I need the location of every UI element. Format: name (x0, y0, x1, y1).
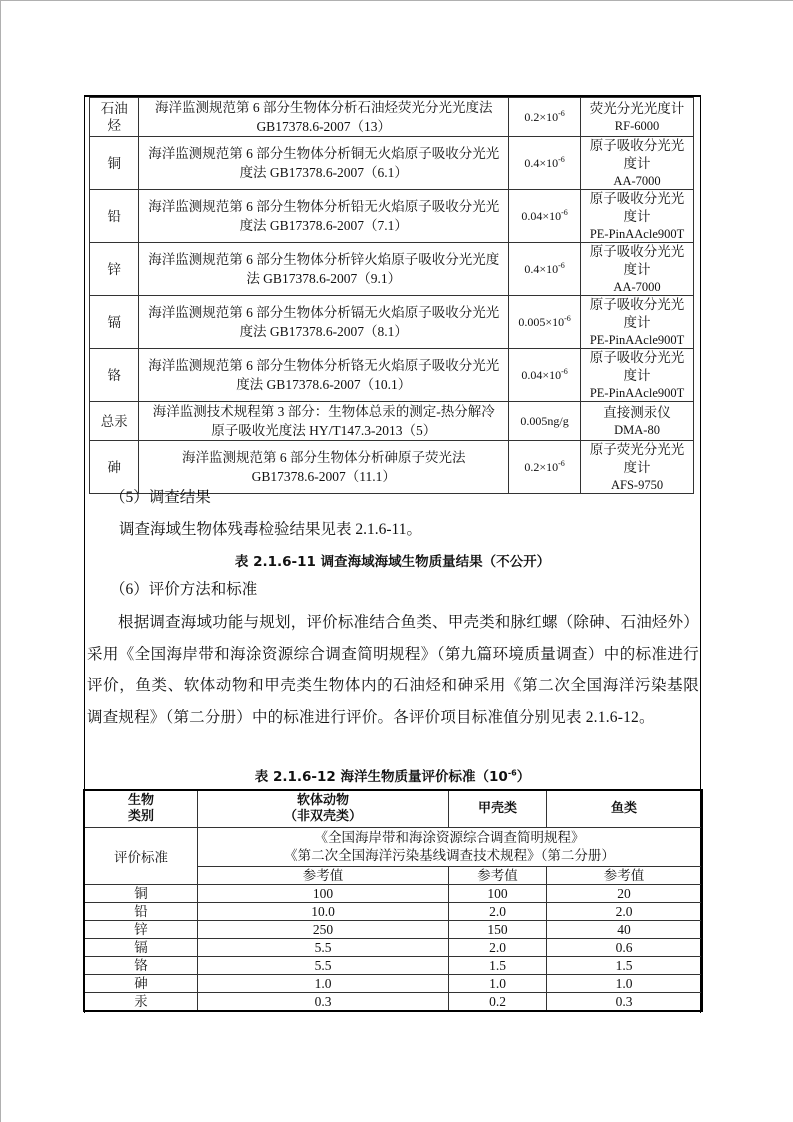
table-2-1-6-12-caption (84, 765, 701, 785)
caption-exponent: -6 (507, 768, 517, 778)
instrument: 原子吸收分光光 度计 AA-7000 (581, 137, 694, 190)
detection-limit: $0.4\times 10^{-6}$ (509, 243, 581, 296)
method-description: 海洋监测规范第 6 部分生物体分析石油烃荧光分光光度法 GB17378.6-2007（13） (139, 98, 509, 137)
standard-row (84, 903, 702, 921)
method-description: 海洋监测规范第 6 部分生物体分析铬无火焰原子吸收分光光 度法 GB17378.6-2007（10.1） (139, 349, 509, 402)
instrument: 原子吸收分光光 度计 PE-PinAAcle900T (581, 296, 694, 349)
mollusc-value: 250 (198, 921, 449, 939)
fish-value: 0.6 (547, 939, 703, 957)
instrument: 原子吸收分光光 度计 PE-PinAAcle900T (581, 190, 694, 243)
section-6-paragraph: 根据调查海域功能与规划，评价标准结合鱼类、甲壳类和脉红螺（除砷、石油烃外）采用《全国海岸带和海涂资源综合调查简明规程》（第九篇环境质量调查）中的标准进行评价，鱼类、软体动物和甲壳类生物体内的石油烃和砷采用《第二次全国海洋污染基限调查规程》（第二分册）中的标准进行评价。各评价项目标准值分别见表 2.1.6-12。 (87, 614, 699, 726)
criteria-text: 《全国海岸带和海涂资源综合调查简明规程》 《第二次全国海洋污染基线调查技术规程》（第二分册） (198, 828, 703, 867)
ref-label-mollusc: 参考值 (198, 867, 449, 885)
section-5-heading: （5）调查结果 (110, 489, 211, 506)
method-row (90, 349, 694, 402)
fish-value: 20 (547, 885, 703, 903)
ref-label-crustacean: 参考值 (449, 867, 547, 885)
ref-label-fish: 参考值 (547, 867, 703, 885)
header-row (84, 790, 702, 828)
detection-limit: $0.2\times 10^{-6}$ (509, 441, 581, 494)
method-row (90, 441, 694, 494)
detection-limit: $0.2\times 10^{-6}$ (509, 98, 581, 137)
item-name: 铅 (90, 190, 139, 243)
mollusc-value: 5.5 (198, 939, 449, 957)
mollusc-value: 0.3 (198, 993, 449, 1012)
crustacean-value: 1.0 (449, 975, 547, 993)
method-description: 海洋监测规范第 6 部分生物体分析锌火焰原子吸收分光光度 法 GB17378.6-2007（9.1） (139, 243, 509, 296)
standard-row (84, 885, 702, 903)
item-name: 铜 (90, 137, 139, 190)
item-name: 石油烃 (90, 98, 139, 137)
method-row (90, 98, 694, 137)
detection-limit: 0.005ng/g (509, 402, 581, 441)
standard-row (84, 957, 702, 975)
element-name: 镉 (84, 939, 198, 957)
caption-suffix: ） (516, 769, 531, 785)
header-fish: 鱼类 (547, 790, 703, 828)
standard-row (84, 921, 702, 939)
element-name: 铜 (84, 885, 198, 903)
section-5-text: 调查海域生物体残毒检验结果见表 2.1.6-11。 (119, 521, 422, 538)
element-name: 汞 (84, 993, 198, 1012)
item-name: 总汞 (90, 402, 139, 441)
criteria-label: 评价标准 (84, 828, 198, 885)
instrument: 直接测汞仪 DMA-80 (581, 402, 694, 441)
caption-prefix: 表 2.1.6-12 海洋生物质量评价标准（10 (254, 769, 508, 785)
fish-value: 40 (547, 921, 703, 939)
item-name: 镉 (90, 296, 139, 349)
detection-limit: $0.005\times 10^{-6}$ (509, 296, 581, 349)
header-crustacean: 甲壳类 (449, 790, 547, 828)
evaluation-standard-table (83, 789, 703, 1012)
table-2-1-6-11-caption: 表 2.1.6-11 调查海域海域生物质量结果（不公开） (234, 554, 551, 570)
mollusc-value: 100 (198, 885, 449, 903)
mollusc-value: 5.5 (198, 957, 449, 975)
page-edge-left (0, 0, 1, 1122)
detection-limit: $0.4\times 10^{-6}$ (509, 137, 581, 190)
method-description: 海洋监测技术规程第 3 部分：生物体总汞的测定-热分解冷 原子吸收光度法 HY/T147.3-2013（5） (139, 402, 509, 441)
standard-row (84, 939, 702, 957)
mollusc-value: 1.0 (198, 975, 449, 993)
method-description: 海洋监测规范第 6 部分生物体分析铅无火焰原子吸收分光光 度法 GB17378.6-2007（7.1） (139, 190, 509, 243)
method-row (90, 402, 694, 441)
method-description: 海洋监测规范第 6 部分生物体分析镉无火焰原子吸收分光光 度法 GB17378.6-2007（8.1） (139, 296, 509, 349)
criteria-row (84, 828, 702, 867)
method-description: 海洋监测规范第 6 部分生物体分析砷原子荧光法 GB17378.6-2007（11.1） (139, 441, 509, 494)
item-name: 砷 (90, 441, 139, 494)
instrument: 原子吸收分光光 度计 PE-PinAAcle900T (581, 349, 694, 402)
detection-limit: $0.04\times 10^{-6}$ (509, 349, 581, 402)
standard-row (84, 975, 702, 993)
analysis-method-table (89, 97, 694, 494)
detection-limit: $0.04\times 10^{-6}$ (509, 190, 581, 243)
crustacean-value: 2.0 (449, 939, 547, 957)
method-row (90, 296, 694, 349)
item-name: 铬 (90, 349, 139, 402)
method-row (90, 243, 694, 296)
header-category: 生物 类别 (84, 790, 198, 828)
element-name: 锌 (84, 921, 198, 939)
instrument: 原子荧光分光光 度计 AFS-9750 (581, 441, 694, 494)
section-6-heading: （6）评价方法和标准 (110, 581, 258, 598)
crustacean-value: 100 (449, 885, 547, 903)
fish-value: 2.0 (547, 903, 703, 921)
crustacean-value: 150 (449, 921, 547, 939)
standard-row (84, 993, 702, 1012)
element-name: 铬 (84, 957, 198, 975)
item-name: 锌 (90, 243, 139, 296)
element-name: 砷 (84, 975, 198, 993)
mollusc-value: 10.0 (198, 903, 449, 921)
page-edge-top (0, 0, 793, 1)
method-description: 海洋监测规范第 6 部分生物体分析铜无火焰原子吸收分光光 度法 GB17378.6-2007（6.1） (139, 137, 509, 190)
crustacean-value: 0.2 (449, 993, 547, 1012)
instrument: 原子吸收分光光 度计 AA-7000 (581, 243, 694, 296)
crustacean-value: 1.5 (449, 957, 547, 975)
fish-value: 0.3 (547, 993, 703, 1012)
fish-value: 1.0 (547, 975, 703, 993)
header-mollusc: 软体动物 （非双壳类） (198, 790, 449, 828)
element-name: 铅 (84, 903, 198, 921)
method-row (90, 190, 694, 243)
fish-value: 1.5 (547, 957, 703, 975)
method-row (90, 137, 694, 190)
instrument: 荧光分光光度计 RF-6000 (581, 98, 694, 137)
crustacean-value: 2.0 (449, 903, 547, 921)
